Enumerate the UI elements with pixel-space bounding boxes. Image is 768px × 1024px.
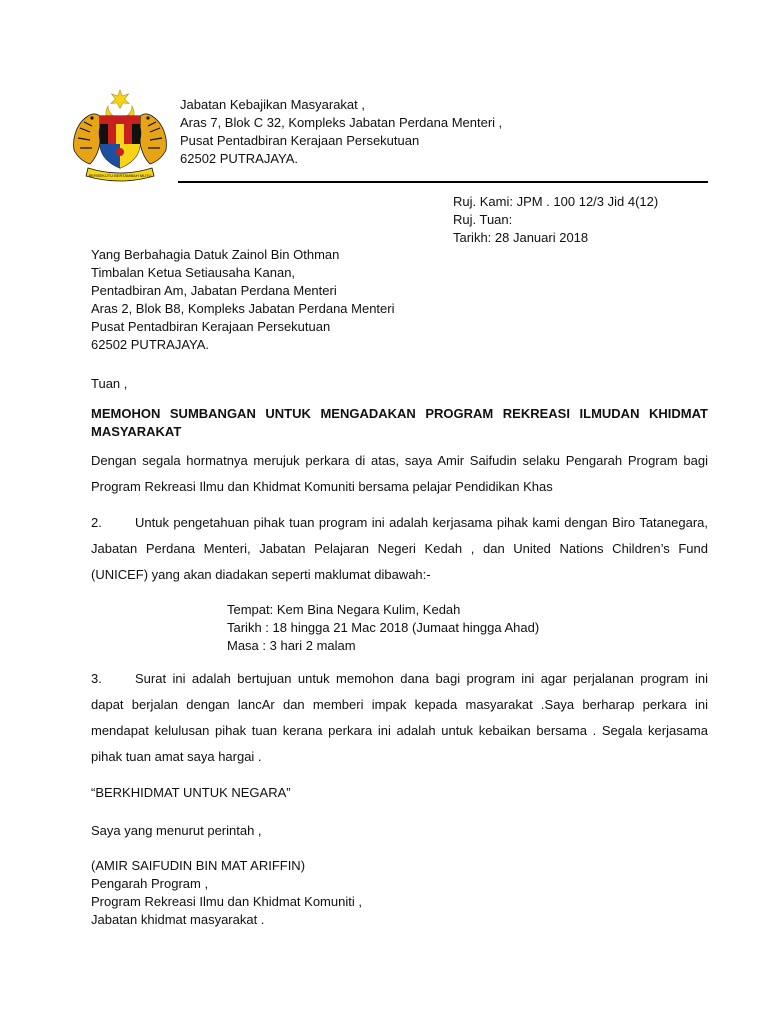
letterhead-line: 62502 PUTRAJAYA. bbox=[180, 151, 299, 166]
signatory-program: Program Rekreasi Ilmu dan Khidmat Komuniti , bbox=[91, 894, 362, 909]
salutation: Tuan , bbox=[91, 376, 128, 391]
event-duration: Masa : 3 hari 2 malam bbox=[227, 638, 356, 653]
coat-of-arms-logo bbox=[70, 88, 170, 184]
paragraph-text: Surat ini adalah bertujuan untuk memohon dana bagi program ini agar perjalanan program ini dapat berjalan dengan lancAr dan memberi impak kepada masyarakat .Saya berharap perkara ini mendapat kelulusan pihak tuan kerana perkara ini adalah untuk kebaikan bersama . Segala kerjasama pihak tuan amat saya hargai . bbox=[91, 671, 708, 764]
paragraph-text: Untuk pengetahuan pihak tuan program ini adalah kerjasama pihak kami dengan Biro Tatanegara, Jabatan Perdana Menteri, Jabatan Pelajaran Negeri Kedah , dan United Nations Children’s Fund (UNICEF) yang akan diadakan seperti maklumat dibawah:- bbox=[91, 515, 708, 582]
letter-date: Tarikh: 28 Januari 2018 bbox=[453, 230, 589, 245]
ruj-tuan: Ruj. Tuan: bbox=[453, 212, 513, 227]
signatory-title: Pengarah Program , bbox=[91, 876, 209, 891]
paragraph-3 bbox=[91, 666, 708, 770]
letterhead-address bbox=[180, 96, 502, 168]
signatory-name: (AMIR SAIFUDIN BIN MAT ARIFFIN) bbox=[91, 858, 306, 873]
signatory-department: Jabatan khidmat masyarakat . bbox=[91, 912, 265, 927]
ruj-kami: Ruj. Kami: JPM . 100 12/3 Jid 4(12) bbox=[453, 194, 659, 209]
recipient-line: Yang Berbahagia Datuk Zainol Bin Othman bbox=[91, 247, 340, 262]
crest-motto: BERSEKUTU BERTAMBAH MUTU bbox=[88, 173, 152, 178]
event-details bbox=[227, 601, 539, 655]
reference-block bbox=[453, 193, 658, 247]
intro-paragraph: Dengan segala hormatnya merujuk perkara di atas, saya Amir Saifudin selaku Pengarah Program bagi Program Rekreasi Ilmu dan Khidmat Komuniti bersama pelajar Pendidikan Khas bbox=[91, 453, 708, 494]
signature-block bbox=[91, 857, 362, 929]
recipient-line: Aras 2, Blok B8, Kompleks Jabatan Perdana Menteri bbox=[91, 301, 395, 316]
paragraph-2 bbox=[91, 510, 708, 588]
letterhead-line: Pusat Pentadbiran Kerajaan Persekutuan bbox=[180, 133, 420, 148]
recipient-line: 62502 PUTRAJAYA. bbox=[91, 337, 210, 352]
letterhead-line: Aras 7, Blok C 32, Kompleks Jabatan Perdana Menteri , bbox=[180, 115, 503, 130]
recipient-line: Pentadbiran Am, Jabatan Perdana Menteri bbox=[91, 283, 337, 298]
closing-phrase: Saya yang menurut perintah , bbox=[91, 823, 262, 838]
letterhead-divider bbox=[178, 181, 708, 183]
paragraph-number: 2. bbox=[91, 515, 102, 530]
letterhead-line: Jabatan Kebajikan Masyarakat , bbox=[180, 97, 365, 112]
letter-subject: MEMOHON SUMBANGAN UNTUK MENGADAKAN PROGRAM REKREASI ILMUDAN KHIDMAT MASYARAKAT bbox=[91, 406, 708, 439]
recipient-line: Timbalan Ketua Setiausaha Kanan, bbox=[91, 265, 296, 280]
event-venue: Tempat: Kem Bina Negara Kulim, Kedah bbox=[227, 602, 461, 617]
recipient-address bbox=[91, 246, 395, 354]
service-motto: “BERKHIDMAT UNTUK NEGARA” bbox=[91, 785, 291, 800]
paragraph-number: 3. bbox=[91, 671, 102, 686]
event-date: Tarikh : 18 hingga 21 Mac 2018 (Jumaat hingga Ahad) bbox=[227, 620, 540, 635]
recipient-line: Pusat Pentadbiran Kerajaan Persekutuan bbox=[91, 319, 331, 334]
